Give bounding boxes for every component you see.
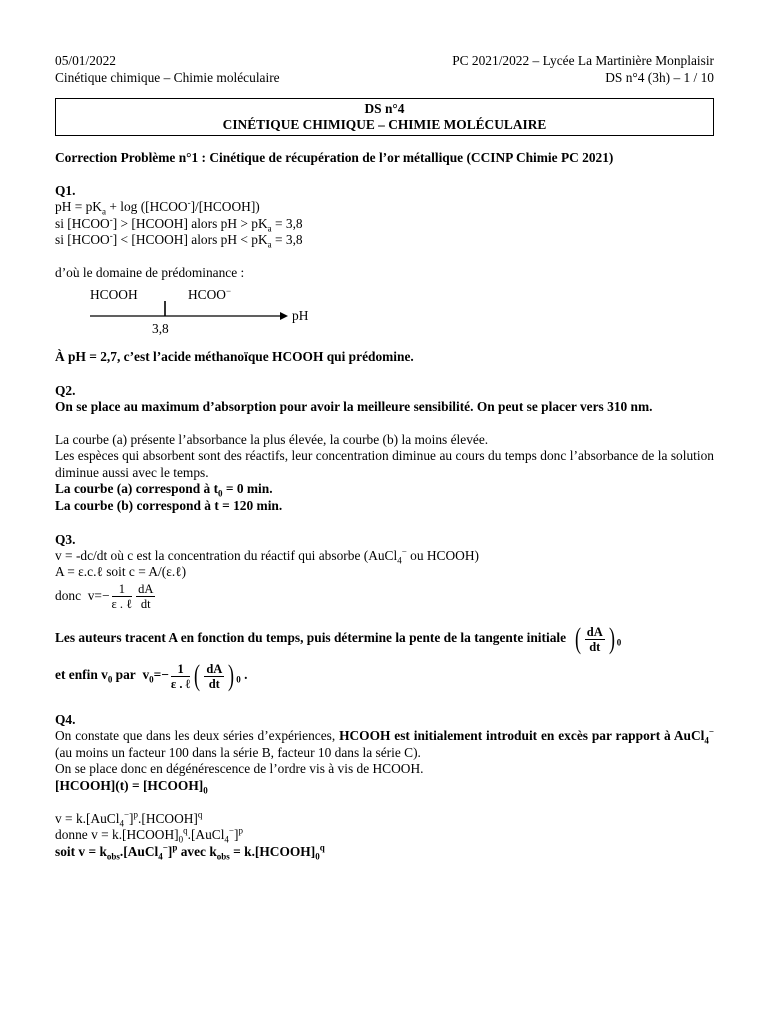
q2-curve-b: La courbe (b) correspond à t = 120 min. [55,497,283,513]
q4-hcooh-constant: [HCOOH](t) = $[HCOOH]_0$ [55,777,208,796]
diagram-pka-value: 3,8 [152,321,169,337]
header-school: PC 2021/2022 – Lycée La Martinière Monplaisir [452,53,714,68]
q4-label: Q4. [55,712,76,728]
q1-line-3: si [HCOO-] < [HCOOH] alors pH < $pK_a = 3,8$ [55,230,303,250]
q1-line-1: pH = $pK_a + \log$ ([HCOO-]/[HCOOH]) [55,197,260,217]
q4-rate-law-2: donne $v = k.[HCOOH]_0^q.[AuCl_4^-]^p$ [55,825,243,845]
title-box [55,98,714,136]
predominance-diagram-svg [55,287,355,339]
q1-conclusion: À pH = 2,7, c’est l’acide méthanoïque HCOOH qui prédomine. [55,349,414,365]
header-page-info: DS n°4 (3h) – 1 / 10 [605,70,714,85]
header-course: Cinétique chimique – Chimie moléculaire [55,70,280,85]
predominance-diagram [55,287,714,339]
q3-line-2: A = ε.c.ℓ soit c = A/(ε.ℓ) [55,564,187,580]
q2-p1: La courbe (a) présente l’absorbance la plus élevée, la courbe (b) la moins élevée. [55,431,489,447]
q3-formula-v: donc v=− $\frac{1}{\text{ε . ℓ}}$ $\frac{dA}{dt}$ [55,582,154,612]
q3-authors: Les auteurs tracent A en fonction du temps, puis détermine la pente de la tangente initiale ( $\frac{dA}{dt}$ ) $_0$ [55,622,622,656]
title-line-2: CINÉTIQUE CHIMIQUE – CHIMIE MOLÉCULAIRE [222,117,547,132]
q2-p2: Les espèces qui absorbent sont des réactifs, leur concentration diminue au cours du temps donc l’absorbance de la solution diminue aussi avec le temps. [55,448,714,480]
q2-curve-a: La courbe (a) correspond à $t_0 = 0$ min. [55,481,273,500]
header-date: 05/01/2022 [55,53,117,68]
diagram-axis-label: pH [292,308,309,324]
header-row-2 [55,69,714,86]
diagram-arrow-head [280,312,288,320]
diagram-left-species: HCOOH [90,287,138,303]
q3-label: Q3. [55,531,76,547]
q4-kobs: soit $v = k_{obs}.[AuCl_4^-]^p$ avec $k_{obs}$ = $k.[HCOOH]_0^q$ [55,842,325,862]
header-row-1 [55,52,714,69]
document-page [55,52,714,860]
q1-lead: d’où le domaine de prédominance : [55,264,245,280]
q1-label: Q1. [55,183,76,198]
q4-rate-law: v = k.[AuCl$_4$−]$^p$.[HCOOH]$^q$ [55,809,203,829]
problem-title: Correction Problème n°1 : Cinétique de récupération de l’or métallique (CCINP Chimie PC 2021) [55,150,614,165]
diagram-right-species: HCOO− [188,287,232,303]
q2-bold-1: On se place au maximum d’absorption pour avoir la meilleure sensibilité. On peut se placer vers 310 nm. [55,398,653,414]
q4-p1: On constate que dans les deux séries d’expériences, HCOOH est initialement introduit en excès par rapport à AuCl$_4$− (au moins un facteur 100 dans la série B, facteur 10 dans la série C). [55,726,714,760]
q3-line-1: v = -dc/dt où c est la concentration du réactif qui absorbe (AuCl$_4$− ou HCOOH) [55,546,479,566]
q4-p2: On se place donc en dégénérescence de l’ordre vis à vis de HCOOH. [55,761,424,777]
title-line-1: DS n°4 [364,101,405,116]
q2-label: Q2. [55,382,76,398]
q3-v0-formula: et enfin $v_0$ par $v_0=-$ $\frac{1}{\text{ε . ℓ}}$ ( $\frac{dA}{dt}$ ) $_0$ . [55,659,248,693]
q1-line-2: si [HCOO-] > [HCOOH] alors pH > $pK_a = 3,8$ [55,214,303,234]
